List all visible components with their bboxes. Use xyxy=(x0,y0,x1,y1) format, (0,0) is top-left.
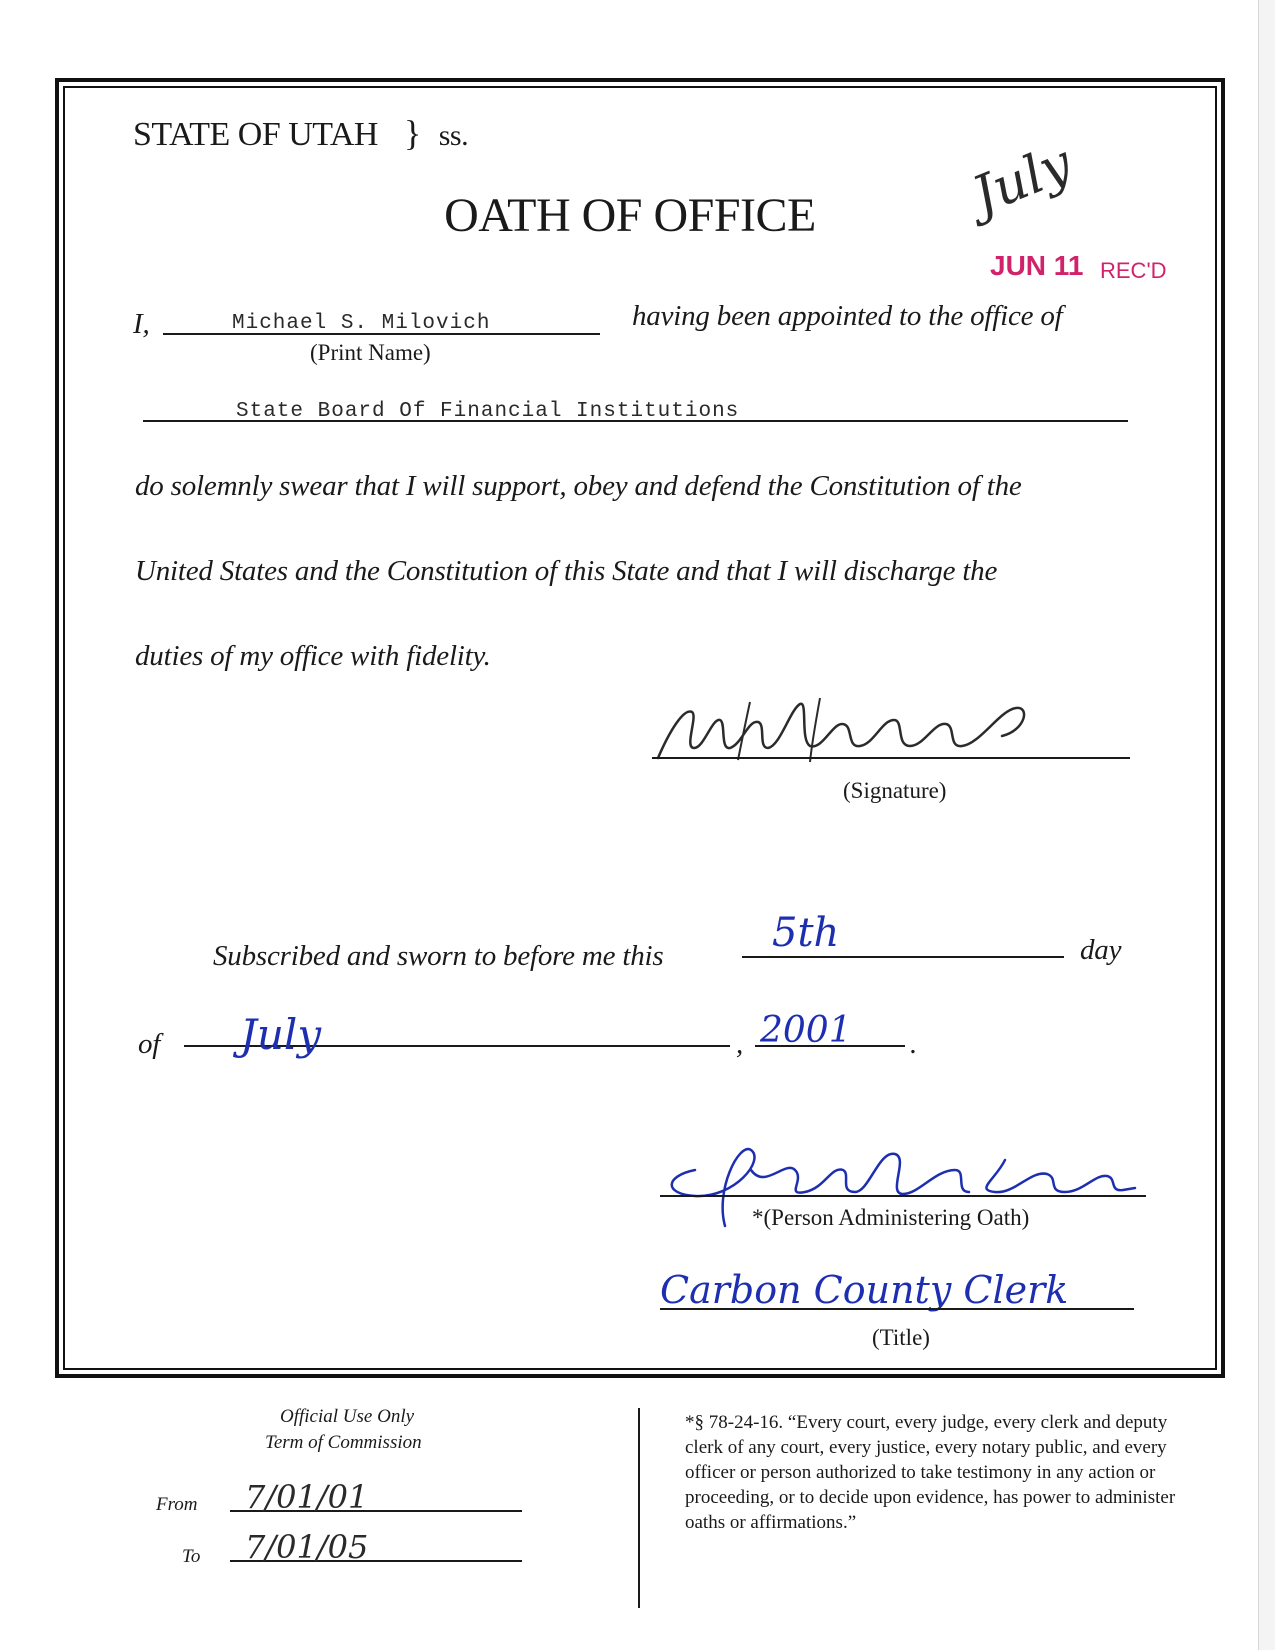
state-name: STATE OF UTAH xyxy=(133,116,378,153)
office-name: State Board Of Financial Institutions xyxy=(236,400,740,423)
print-name-label: (Print Name) xyxy=(310,340,431,365)
term-heading: Term of Commission xyxy=(265,1432,422,1453)
brace: } xyxy=(403,113,421,153)
administrator-line xyxy=(660,1195,1146,1197)
of-label: of xyxy=(138,1028,161,1060)
title-value: Carbon County Clerk xyxy=(660,1268,1069,1312)
title-line xyxy=(660,1308,1134,1310)
day-line xyxy=(742,956,1064,958)
ss-label: ss. xyxy=(438,119,469,152)
official-use-heading: Official Use Only xyxy=(280,1406,415,1427)
year-value: 2001 xyxy=(760,1010,852,1051)
statute-text: *§ 78-24-16. “Every court, every judge, every clerk and deputy clerk of any court, every justice, every notary public, and every officer or person authorized to take testimony in any action or proceeding, or to decide upon evidence, has power to administer oaths or affirmations.” xyxy=(685,1412,1176,1533)
page-edge xyxy=(1258,0,1275,1650)
from-value: 7/01/01 xyxy=(245,1478,369,1516)
day-label: day xyxy=(1080,934,1122,966)
oath-line-3: duties of my office with fidelity. xyxy=(135,640,491,672)
from-label: From xyxy=(156,1494,198,1515)
received-stamp-date: JUN 11 xyxy=(990,250,1084,281)
signature-label: (Signature) xyxy=(843,778,947,803)
document-title: OATH OF OFFICE xyxy=(444,189,816,242)
to-value: 7/01/05 xyxy=(245,1528,369,1566)
oath-line-1: do solemnly swear that I will support, obey and defend the Constitution of the xyxy=(135,470,1022,502)
to-label: To xyxy=(182,1546,201,1567)
section-divider xyxy=(638,1408,640,1608)
state-heading xyxy=(133,112,468,154)
year-period: . xyxy=(910,1028,918,1060)
signature-line xyxy=(652,757,1130,759)
day-value: 5th xyxy=(772,910,840,956)
month-comma: , xyxy=(736,1028,744,1060)
title-label: (Title) xyxy=(872,1325,930,1350)
administrator-label: *(Person Administering Oath) xyxy=(752,1205,1030,1230)
handwritten-month-stamp: July xyxy=(964,133,1080,227)
received-stamp-label: REC'D xyxy=(1100,258,1167,283)
i-prefix: I, xyxy=(133,308,150,340)
appointee-name: Michael S. Milovich xyxy=(232,312,491,335)
oath-line-2: United States and the Constitution of this State and that I will discharge the xyxy=(135,555,998,587)
appointed-text: having been appointed to the office of xyxy=(632,300,1063,332)
sworn-prefix: Subscribed and sworn to before me this xyxy=(213,940,664,972)
month-value: July xyxy=(240,1010,322,1059)
